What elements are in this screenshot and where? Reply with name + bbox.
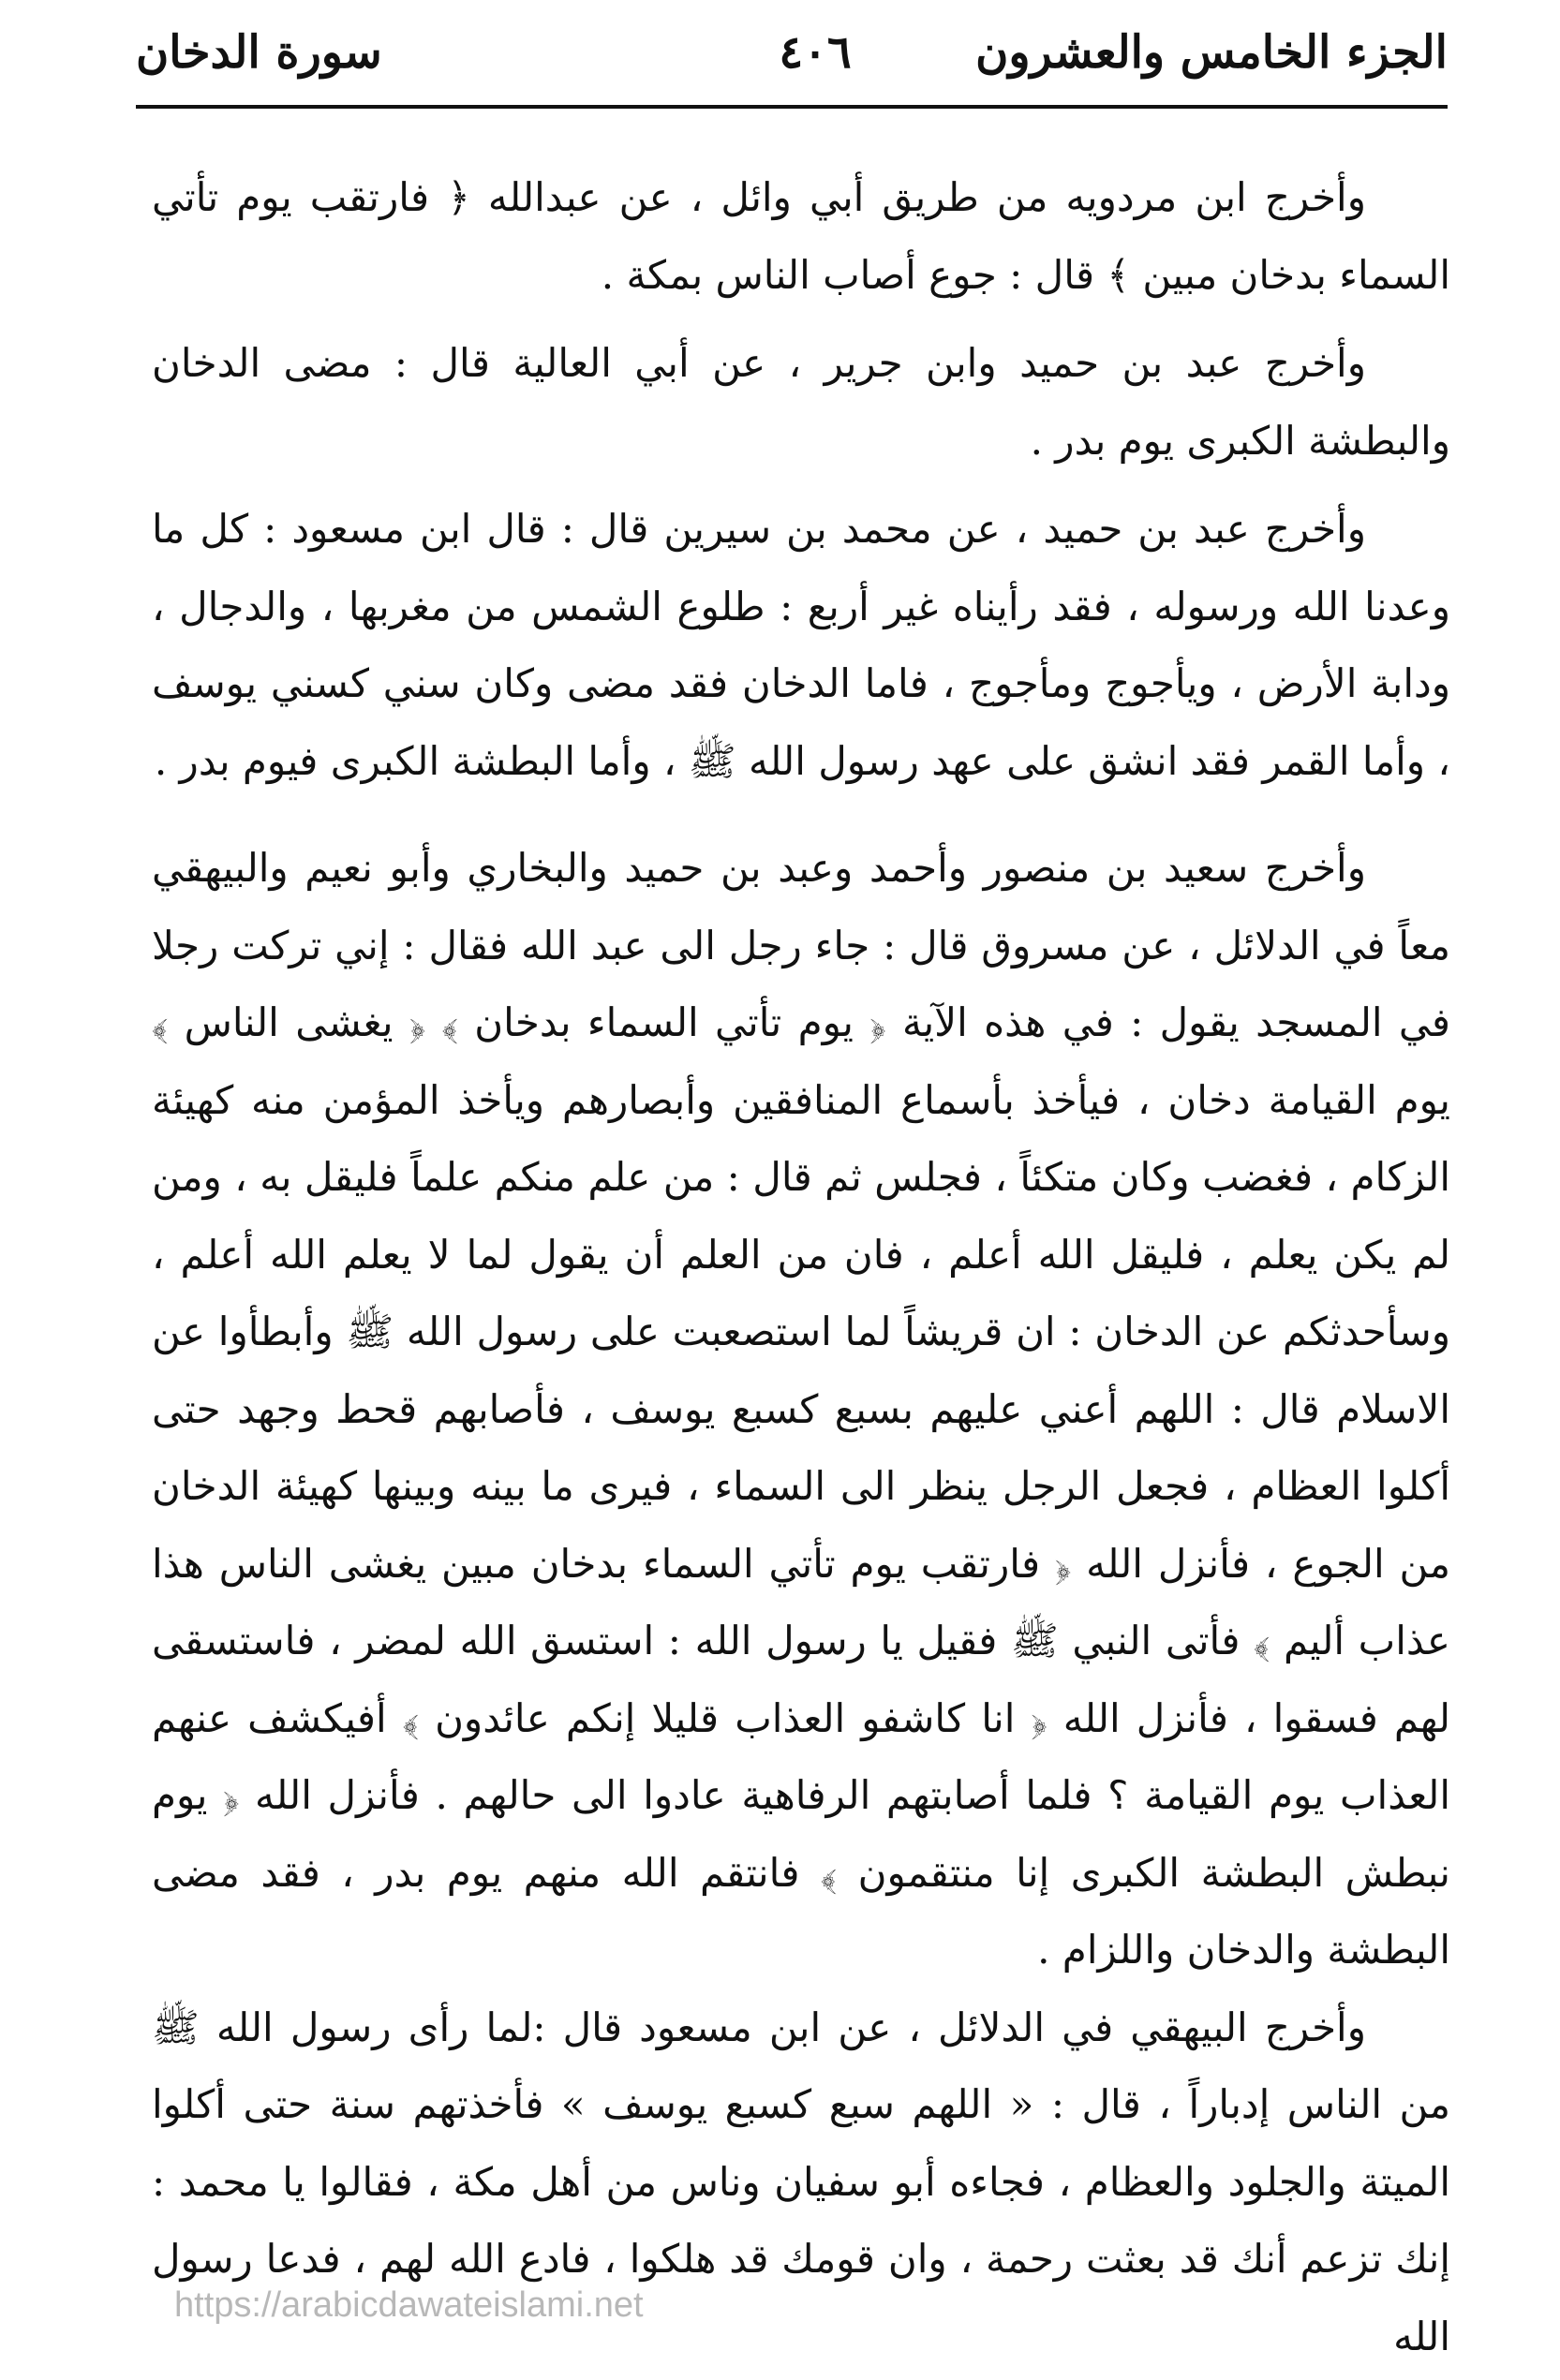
juz-title: الجزء الخامس والعشرون xyxy=(975,26,1448,79)
page-number: ٤٠٦ xyxy=(779,26,852,79)
header-divider xyxy=(136,105,1448,109)
paragraph: وأخرج سعيد بن منصور وأحمد وعبد بن حميد والبخاري وأبو نعيم والبيهقي معاً في الدلائل ، عن مسروق قال : جاء رجل الى عبد الله فقال : إني تركت رجلا في المسجد يقول : في هذه الآية ﴿ يوم تأتي السماء بدخان ﴾ ﴿ يغشى الناس ﴾ يوم القيامة دخان ، فيأخذ بأسماع المنافقين وأبصارهم ويأخذ المؤمن منه كهيئة الزكام ، فغضب وكان متكئاً ، فجلس ثم قال : من علم منكم علماً فليقل به ، ومن لم يكن يعلم ، فليقل الله أعلم ، فان من العلم أن يقول لما لا يعلم الله أعلم ، وسأحدثكم عن الدخان : ان قريشاً لما استصعبت على رسول الله ﷺ وأبطأوا عن الاسلام قال : اللهم أعني عليهم بسبع كسبع يوسف ، فأصابهم قحط وجهد حتى أكلوا العظام ، فجعل الرجل ينظر الى السماء ، فيرى ما بينه وبينها كهيئة الدخان من الجوع ، فأنزل الله ﴿ فارتقب يوم تأتي السماء بدخان مبين يغشى الناس هذا عذاب أليم ﴾ فأتى النبي ﷺ فقيل يا رسول الله : استسق الله لمضر ، فاستسقى لهم فسقوا ، فأنزل الله ﴿ انا كاشفو العذاب قليلا إنكم عائدون ﴾ أفيكشف عنهم العذاب يوم القيامة ؟ فلما أصابتهم الرفاهية عادوا الى حالهم . فأنزل الله ﴿ يوم نبطش البطشة الكبرى إنا منتقمون ﴾ فانتقم الله منهم يوم بدر ، فقد مضى البطشة والدخان واللزام . xyxy=(152,845,1450,1973)
paragraph: وأخرج البيهقي في الدلائل ، عن ابن مسعود قال :لما رأى رسول الله ﷺ من الناس إدباراً ، قال : « اللهم سبع كسبع يوسف » فأخذتهم سنة حتى أكلوا الميتة والجلود والعظام ، فجاءه أبو سفيان وناس من أهل مكة ، فقالوا يا محمد : إنك تزعم أنك قد بعثت رحمة ، وان قومك قد هلكوا ، فادع الله لهم ، فدعا رسول الله xyxy=(152,2003,1450,2359)
paragraph: وأخرج عبد بن حميد وابن جرير ، عن أبي العالية قال : مضى الدخان والبطشة الكبرى يوم بدر . xyxy=(152,340,1450,464)
watermark-url: https://arabicdawateislami.net xyxy=(174,2285,644,2325)
page-header xyxy=(136,21,1448,96)
surah-title: سورة الدخان xyxy=(136,26,382,79)
page-body xyxy=(152,159,1450,2375)
paragraph: وأخرج عبد بن حميد ، عن محمد بن سيرين قال : قال ابن مسعود : كل ما وعدنا الله ورسوله ، فقد رأيناه غير أربع : طلوع الشمس من مغربها ، والدجال ، ودابة الأرض ، ويأجوج ومأجوج ، فاما الدخان فقد مضى وكان سني كسني يوسف ، وأما القمر فقد انشق على عهد رسول الله ﷺ ، وأما البطشة الكبرى فيوم بدر . xyxy=(152,506,1450,784)
paragraph: وأخرج ابن مردويه من طريق أبي وائل ، عن عبدالله ﴿ فارتقب يوم تأتي السماء بدخان مبين ﴾ قال : جوع أصاب الناس بمكة . xyxy=(152,174,1450,298)
